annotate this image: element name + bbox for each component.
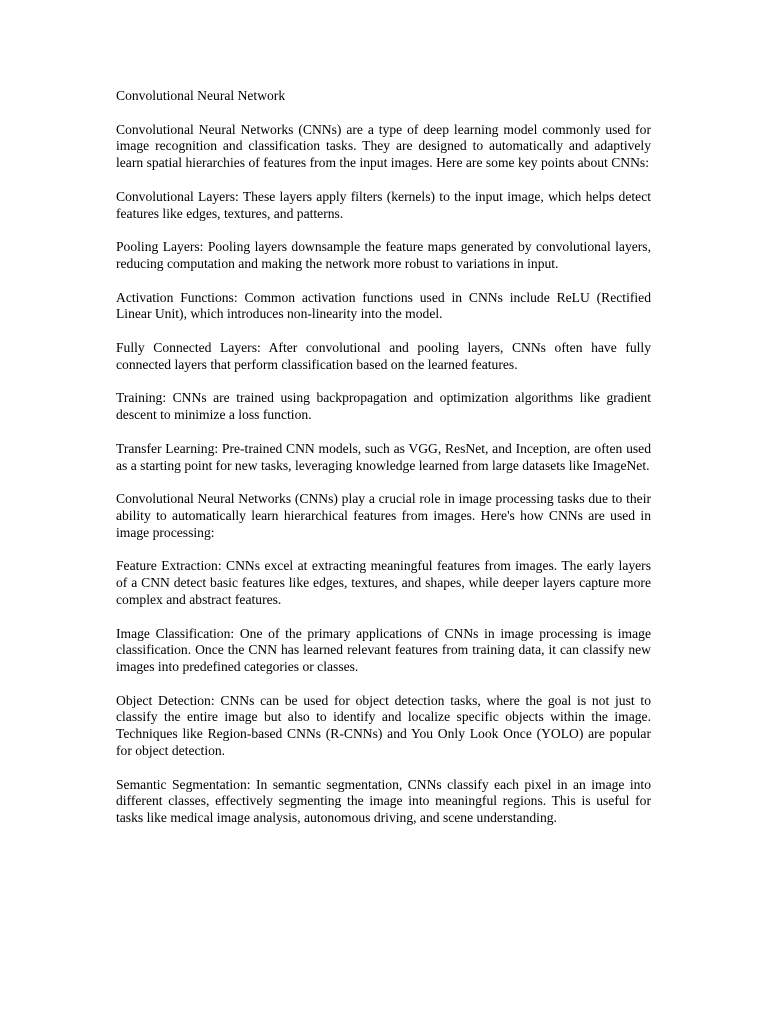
paragraph-fully-connected-layers: Fully Connected Layers: After convolutional and pooling layers, CNNs often have fully connected layers that perform classification based on the learned features. [116, 339, 651, 372]
paragraph-object-detection: Object Detection: CNNs can be used for object detection tasks, where the goal is not just to classify the entire image but also to identify and localize specific objects within the image. Techniques like Region-based CNNs (R-CNNs) and You Only Look Once (YOLO) are popular for object detection. [116, 692, 651, 759]
paragraph-semantic-segmentation: Semantic Segmentation: In semantic segmentation, CNNs classify each pixel in an image into different classes, effectively segmenting the image into meaningful regions. This is useful for tasks like medical image analysis, autonomous driving, and scene understanding. [116, 776, 651, 826]
paragraph-feature-extraction: Feature Extraction: CNNs excel at extracting meaningful features from images. The early layers of a CNN detect basic features like edges, textures, and shapes, while deeper layers capture more complex and abstract features. [116, 558, 651, 607]
paragraph-convolutional-layers: Convolutional Layers: These layers apply filters (kernels) to the input image, which helps detect features like edges, textures, and patterns. [116, 188, 651, 221]
paragraph-image-classification: Image Classification: One of the primary applications of CNNs in image processing is image classification. Once the CNN has learned relevant features from training data, it can classify new images into predefined categories or classes. [116, 625, 651, 675]
paragraph-image-processing-intro: Convolutional Neural Networks (CNNs) play a crucial role in image processing tasks due to their ability to automatically learn hierarchical features from images. Here's how CNNs are used in image processing: [116, 491, 651, 540]
paragraph-intro: Convolutional Neural Networks (CNNs) are a type of deep learning model commonly used for image recognition and classification tasks. They are designed to automatically and adaptively learn spatial hierarchies of features from the input images. Here are some key points about CNNs: [116, 121, 651, 171]
document-title: Convolutional Neural Network [116, 88, 286, 103]
paragraph-transfer-learning: Transfer Learning: Pre-trained CNN models, such as VGG, ResNet, and Inception, are often used as a starting point for new tasks, leveraging knowledge learned from large datasets like ImageNet. [116, 440, 651, 473]
paragraph-training: Training: CNNs are trained using backpropagation and optimization algorithms like gradient descent to minimize a loss function. [116, 390, 651, 423]
document-body [116, 88, 651, 844]
paragraph-activation-functions: Activation Functions: Common activation functions used in CNNs include ReLU (Rectified Linear Unit), which introduces non-linearity into the model. [116, 289, 651, 322]
paragraph-pooling-layers: Pooling Layers: Pooling layers downsample the feature maps generated by convolutional layers, reducing computation and making the network more robust to variations in input. [116, 239, 651, 271]
